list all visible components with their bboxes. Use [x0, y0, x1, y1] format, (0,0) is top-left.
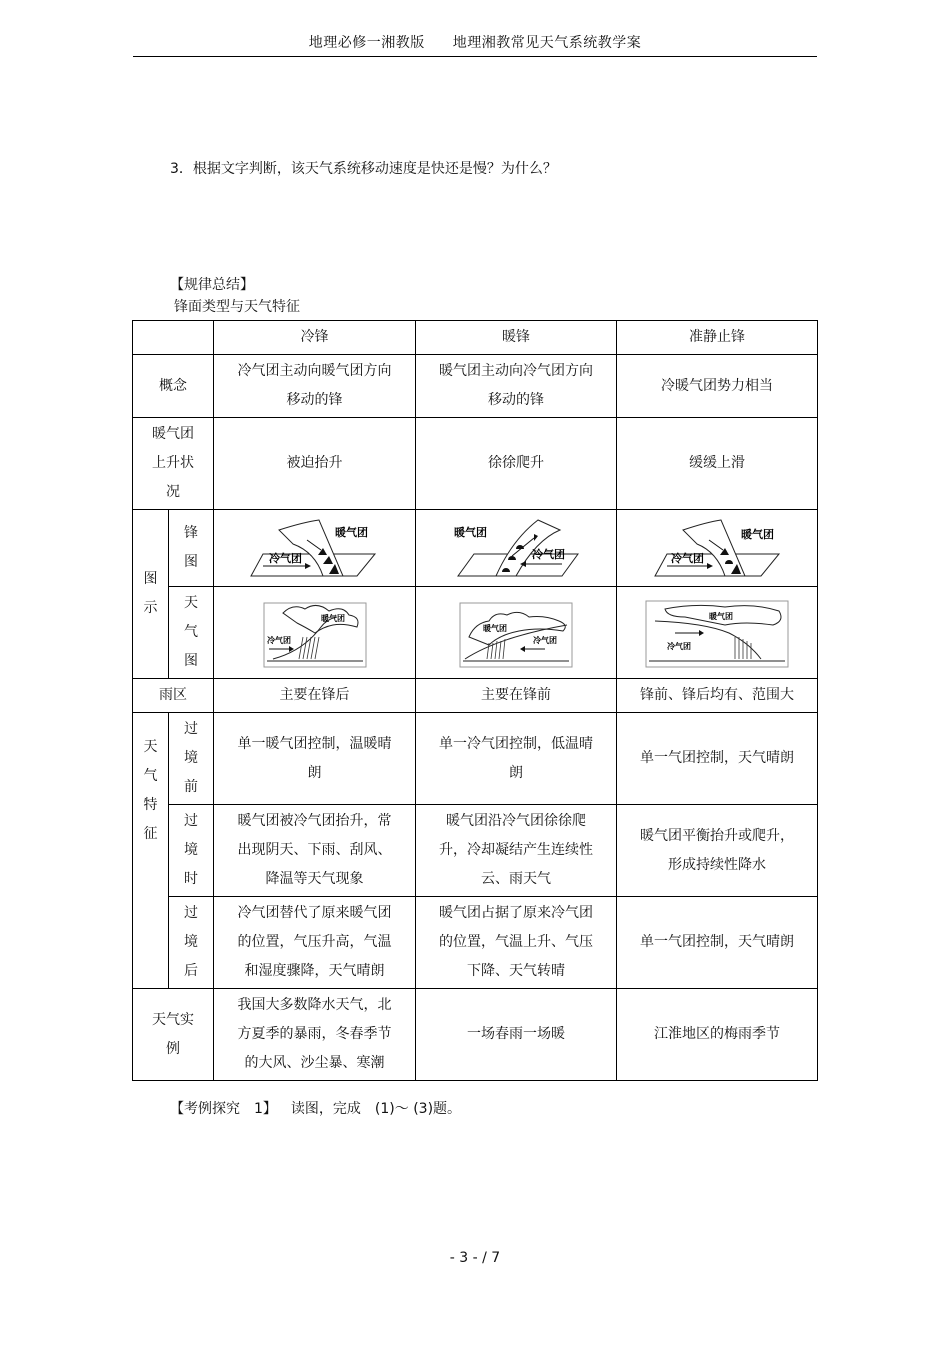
svg-text:冷气团: 冷气团 [533, 635, 557, 645]
svg-text:暖气团: 暖气团 [741, 528, 774, 541]
warm-front-diagram [416, 510, 617, 587]
front-diagram-row [133, 510, 818, 587]
weather-before-row [133, 713, 818, 805]
example-cold: 我国大多数降水天气，北 方夏季的暴雨，冬春季节 的大风、沙尘暴、寒潮 [214, 989, 416, 1081]
example-warm: 一场春雨一场暖 [416, 989, 617, 1081]
rain-row [133, 679, 818, 713]
row-label-examples: 天气实 例 [133, 989, 214, 1081]
row-label-weather: 天 气 特 征 [133, 713, 169, 989]
cold-front-weather-svg [263, 597, 367, 669]
svg-text:暖气团: 暖气团 [709, 611, 733, 621]
before-cold: 单一暖气团控制，温暖晴 朗 [214, 713, 416, 805]
concept-cold: 冷气团主动向暖气团方向 移动的锋 [214, 355, 416, 418]
cold-front-diagram-svg [249, 516, 381, 580]
before-stationary: 单一气团控制，天气晴朗 [617, 713, 818, 805]
question-3: 3．根据文字判断，该天气系统移动速度是快还是慢？为什么？ [170, 161, 557, 177]
svg-text:冷气团: 冷气团 [268, 552, 302, 565]
stationary-front-diagram-svg [651, 516, 783, 580]
svg-text:冷气团: 冷气团 [671, 552, 704, 565]
rise-warm: 徐徐爬升 [416, 418, 617, 510]
svg-text:暖气团: 暖气团 [320, 613, 345, 623]
cold-front-weather-diagram [214, 587, 416, 679]
page-header [133, 30, 817, 57]
stationary-front-weather-svg [645, 597, 789, 669]
during-cold: 暖气团被冷气团抬升，常 出现阴天、下雨、刮风、 降温等天气现象 [214, 805, 416, 897]
warm-front-diagram-svg [450, 516, 582, 580]
example-prompt [170, 1098, 461, 1118]
examples-row [133, 989, 818, 1081]
svg-text:暖气团: 暖气团 [454, 526, 487, 539]
table-caption: 锋面类型与天气特征 [174, 299, 300, 315]
weather-diagram-row [133, 587, 818, 679]
before-warm: 单一冷气团控制，低温晴 朗 [416, 713, 617, 805]
table-header-row [133, 321, 818, 355]
stationary-front-diagram [617, 510, 818, 587]
sub-label-after: 过 境 后 [169, 897, 214, 989]
after-cold: 冷气团替代了原来暖气团 的位置，气压升高，气温 和湿度骤降，天气晴朗 [214, 897, 416, 989]
warm-front-weather-diagram [416, 587, 617, 679]
example-tag: 【考例探究 [170, 1101, 240, 1117]
column-header-stationary-front: 准静止锋 [617, 321, 818, 355]
svg-text:暖气团: 暖气团 [483, 623, 507, 633]
summary-heading: 【规律总结】 [170, 277, 254, 293]
example-range: (1)～ (3)题。 [374, 1101, 462, 1117]
svg-text:暖气团: 暖气团 [334, 526, 368, 539]
svg-text:冷气团: 冷气团 [667, 641, 691, 651]
svg-text:冷气团: 冷气团 [532, 548, 565, 561]
row-label-concept: 概念 [133, 355, 214, 418]
during-warm: 暖气团沿冷气团徐徐爬 升，冷却凝结产生连续性 云、雨天气 [416, 805, 617, 897]
sub-label-weather-diagram: 天 气 图 [169, 587, 214, 679]
rain-warm: 主要在锋前 [416, 679, 617, 713]
row-label-diagram: 图 示 [133, 510, 169, 679]
header-doc-title: 地理湘教常见天气系统教学案 [452, 35, 642, 51]
sub-label-front-diagram: 锋 图 [169, 510, 214, 587]
example-instruction: 读图，完成 [290, 1101, 361, 1117]
during-stationary: 暖气团平衡抬升或爬升， 形成持续性降水 [617, 805, 818, 897]
warm-front-weather-svg [459, 597, 573, 669]
row-label-rain: 雨区 [133, 679, 214, 713]
column-header-cold-front: 冷锋 [214, 321, 416, 355]
stationary-front-weather-diagram [617, 587, 818, 679]
concept-warm: 暖气团主动向冷气团方向 移动的锋 [416, 355, 617, 418]
corner-cell [133, 321, 214, 355]
weather-after-row [133, 897, 818, 989]
weather-during-row [133, 805, 818, 897]
rain-stationary: 锋前、锋后均有、范围大 [617, 679, 818, 713]
row-label-rise: 暖气团 上升状 况 [133, 418, 214, 510]
page-number: - 3 - / 7 [449, 1250, 501, 1266]
svg-text:冷气团: 冷气团 [266, 635, 291, 645]
after-warm: 暖气团占据了原来冷气团 的位置，气温上升、气压 下降、天气转晴 [416, 897, 617, 989]
sub-label-before: 过 境 前 [169, 713, 214, 805]
rise-stationary: 缓缓上滑 [617, 418, 818, 510]
example-stationary: 江淮地区的梅雨季节 [617, 989, 818, 1081]
cold-front-diagram [214, 510, 416, 587]
rise-cold: 被迫抬升 [214, 418, 416, 510]
header-book-title: 地理必修一湘教版 [308, 35, 425, 51]
concept-row [133, 355, 818, 418]
after-stationary: 单一气团控制，天气晴朗 [617, 897, 818, 989]
concept-stationary: 冷暖气团势力相当 [617, 355, 818, 418]
front-types-table [132, 320, 818, 1081]
rain-cold: 主要在锋后 [214, 679, 416, 713]
column-header-warm-front: 暖锋 [416, 321, 617, 355]
rise-row [133, 418, 818, 510]
sub-label-during: 过 境 时 [169, 805, 214, 897]
example-number: 1】 [254, 1101, 277, 1117]
